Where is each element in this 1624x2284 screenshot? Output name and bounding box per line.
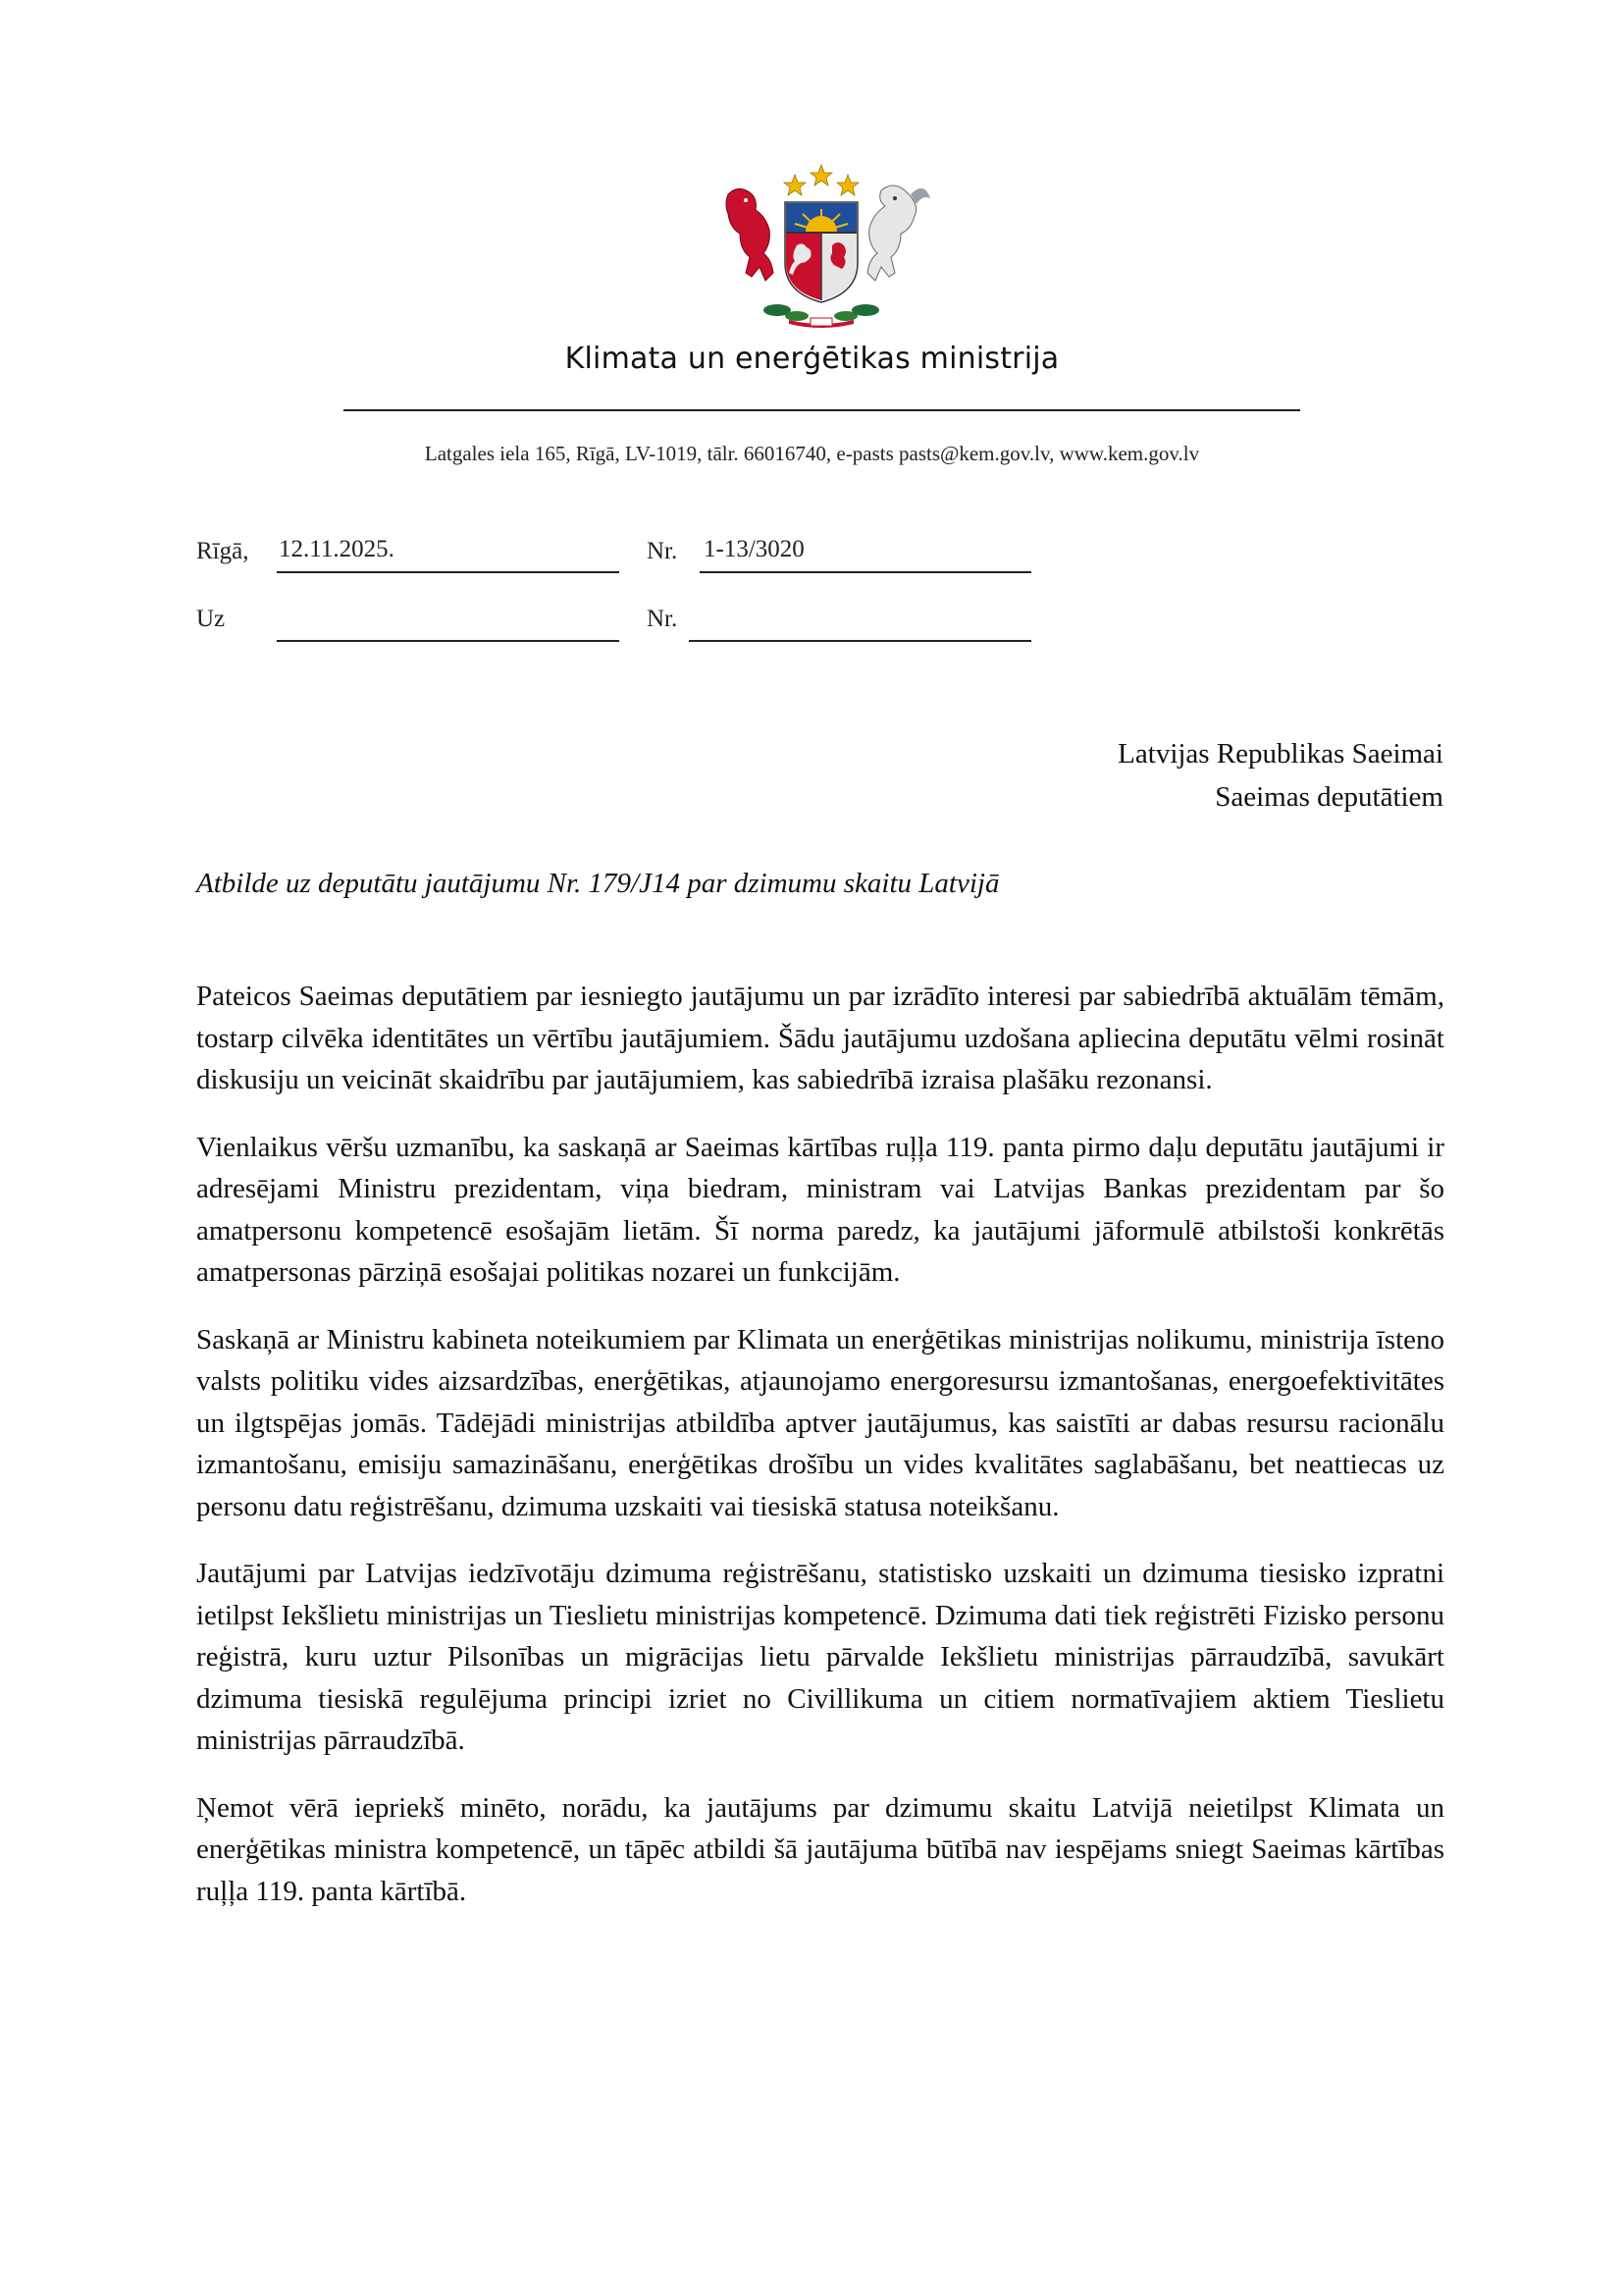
paragraph-1: Pateicos Saeimas deputātiem par iesniegto jautājumu un par izrādīto interesi par sabiedrībā aktuālām tēmām, tostarp cilvēka identitātes un vērtību jautājumiem. Šādu jautājumu uzdošana apliecina deputātu vēlmi rosināt diskusiju un veicināt skaidrību par jautājumiem, kas sabiedrībā izraisa plašāku rezonansi.: [196, 981, 1444, 1095]
stars-icon: [784, 165, 859, 195]
paragraph-2: Vienlaikus vēršu uzmanību, ka saskaņā ar Saeimas kārtības ruļļa 119. panta pirmo daļu deputātu jautājumi ir adresējami Ministru prezidentam, viņa biedram, ministram vai Latvijas Bankas prezidentam par šo amatpersonu kompetencē esošajām lietām. Šī norma paredz, ka jautājumi jāformulē atbilstoši konkrētās amatpersonas pārziņā esošajai politikas nozarei un funkcijām.: [196, 1131, 1444, 1288]
to-label: Uz: [196, 606, 226, 632]
addressee-line-2: Saeimas deputātiem: [1215, 781, 1443, 813]
paragraph-5: Ņemot vērā iepriekš minēto, norādu, ka jautājums par dzimumu skaitu Latvijā neietilpst Klimata un enerģētikas ministra kompetencē, un tāpēc atbildi šā jautājuma būtībā nav iespējams sniegt Saeimas kārtības ruļļa 119. panta kārtībā.: [196, 1791, 1444, 1907]
paragraph-3: Saskaņā ar Ministru kabineta noteikumiem par Klimata un enerģētikas ministrijas nolikumu, ministrija īsteno valsts politiku vides aizsardzības, enerģētikas, atjaunojamo energoresursu izmantošanas, energoefektivitātes un ilgtspējas jomās. Tādējādi ministrijas atbildība aptver jautājumus, kas saistīti ar dabas resursu racionālu izmantošanu, emisiju samazināšanu, enerģētikas drošību un vides kvalitātes saglabāšanu, bet neattiecas uz personu datu reģistrēšanu, dzimuma uzskaiti vai tiesiskā statusa noteikšanu.: [196, 1323, 1444, 1522]
nr2-line: [689, 640, 1031, 642]
shield-icon: [785, 202, 858, 302]
griffin-supporter-icon: [867, 186, 930, 281]
nr2-label: Nr.: [647, 606, 678, 632]
place-label: Rīgā,: [196, 538, 249, 564]
header-divider: [343, 409, 1300, 411]
contact-line: Latgales iela 165, Rīgā, LV-1019, tālr. 66016740, e-pasts pasts@kem.gov.lv, www.kem.gov.lv: [424, 442, 1200, 465]
to-line: [277, 640, 619, 642]
paragraph-4: Jautājumi par Latvijas iedzīvotāju dzimuma reģistrēšanu, statistisko uzskaiti un dzimuma tiesisko izpratni ietilpst Iekšlietu ministrijas un Tieslietu ministrijas kompetencē. Dzimuma dati tiek reģistrēti Fizisko personu reģistrā, kuru uztur Pilsonības un migrācijas lietu pārvalde Iekšlietu ministrijas pārraudzībā, savukārt dzimuma tiesiskā regulējuma principi izriet no Civillikuma un citiem normatīvajiem aktiem Tieslietu ministrijas pārraudzībā.: [196, 1558, 1444, 1756]
lion-supporter-icon: [726, 188, 773, 281]
nr-line: [700, 571, 1031, 573]
date-line: [277, 571, 619, 573]
oak-branch-icon: [763, 304, 879, 328]
ministry-name: Klimata un enerģētikas ministrija: [564, 342, 1060, 376]
nr-value: 1-13/3020: [704, 536, 805, 562]
date-value: 12.11.2025.: [279, 536, 394, 562]
coat-of-arms-emblem: [708, 155, 934, 332]
letter-body: [196, 976, 1444, 1938]
nr-label: Nr.: [647, 538, 678, 564]
subject-line: Atbilde uz deputātu jautājumu Nr. 179/J14 par dzimumu skaitu Latvijā: [196, 868, 1000, 899]
addressee-line-1: Latvijas Republikas Saeimai: [1118, 738, 1443, 770]
addressee-block: [1118, 732, 1443, 819]
